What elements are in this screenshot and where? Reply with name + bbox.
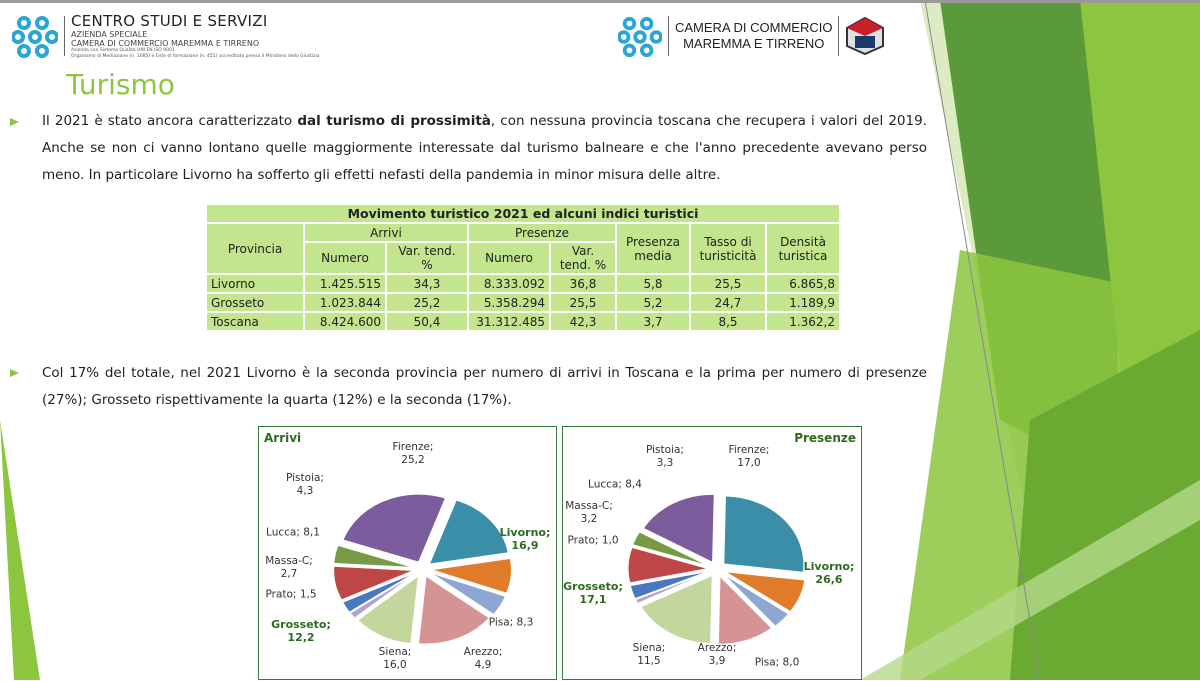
bold-text: dal turismo di prossimità [297, 113, 491, 129]
text: Il 2021 è stato ancora caratterizzato [42, 113, 298, 129]
data-label: Lucca; 8,4 [588, 478, 642, 491]
bullet-arrow-icon [10, 118, 19, 126]
col-header: Arrivi [304, 223, 468, 242]
table-cell: Livorno [206, 274, 304, 293]
text: , con nessuna provincia toscana che recupera i valori del 2019. Anche se non ci vanno lontano quelle maggiormente interessate dal turismo balneare e che l'anno precedente avevano perso meno. In particolare Livorno ha sofferto gli effetti nefasti della pandemia in minor misura delle altre. [42, 113, 927, 183]
table-cell: 34,3 [386, 274, 468, 293]
data-label: Firenze; 25,2 [392, 441, 434, 466]
data-label: Livorno; 16,9 [499, 526, 551, 552]
table-cell: 25,5 [550, 293, 616, 312]
chart-title: Presenze [794, 431, 856, 445]
col-header: Numero [468, 242, 550, 274]
table-row [206, 312, 840, 331]
table-row [206, 293, 840, 312]
bullet-arrow-icon [10, 369, 19, 377]
col-header: Tasso di turisticità [690, 223, 766, 274]
data-label: Massa-C; 3,2 [565, 500, 613, 525]
col-header: Numero [304, 242, 386, 274]
pie-slice-livorno [724, 496, 804, 572]
data-label: Massa-C; 2,7 [265, 555, 313, 580]
logo-line: Azienda con Sistema Qualità UNI EN ISO 9001 [71, 48, 175, 53]
arrivi-pie-chart [258, 426, 557, 680]
data-label: Pisa; 8,0 [754, 656, 800, 669]
col-header: Provincia [206, 223, 304, 274]
data-label: Grosseto; 12,2 [271, 618, 331, 644]
logo-line: MAREMMA E TIRRENO [683, 36, 825, 51]
centro-studi-logo [12, 12, 319, 60]
col-header: Var. tend. % [386, 242, 468, 274]
table-cell: 5.358.294 [468, 293, 550, 312]
data-label: Pistoia; 4,3 [286, 472, 324, 497]
table-cell: 25,2 [386, 293, 468, 312]
data-label: Prato; 1,0 [567, 534, 619, 547]
data-label: Livorno; 26,6 [803, 560, 855, 586]
table-cell: 31.312.485 [468, 312, 550, 331]
tourism-table [205, 203, 841, 332]
table-row [206, 274, 840, 293]
table-cell: 3,7 [616, 312, 690, 331]
logo-line: CAMERA DI COMMERCIO [675, 20, 833, 35]
logo-line: AZIENDA SPECIALE [71, 30, 148, 39]
table-cell: 36,8 [550, 274, 616, 293]
data-label: Pisa; 8,3 [488, 616, 534, 629]
table-cell: 1.189,9 [766, 293, 840, 312]
data-label: Prato; 1,5 [265, 588, 317, 601]
table-cell: 8.333.092 [468, 274, 550, 293]
logo-swirl-icon [12, 13, 58, 59]
top-border [0, 0, 1200, 3]
data-label: Siena; 16,0 [378, 646, 412, 671]
col-header: Presenza media [616, 223, 690, 274]
presenze-pie-chart [562, 426, 862, 680]
data-label: Lucca; 8,1 [266, 526, 320, 539]
data-label: Firenze; 17,0 [728, 444, 770, 469]
table-title: Movimento turistico 2021 ed alcuni indici turistici [206, 204, 840, 223]
table-cell: Toscana [206, 312, 304, 331]
table-cell: 8,5 [690, 312, 766, 331]
data-label: Pistoia; 3,3 [646, 444, 684, 469]
col-header: Densità turistica [766, 223, 840, 274]
col-header: Var. tend. % [550, 242, 616, 274]
table-cell: 42,3 [550, 312, 616, 331]
logo-swirl-icon [618, 14, 662, 58]
table-cell: 1.362,2 [766, 312, 840, 331]
table-cell: 1.023.844 [304, 293, 386, 312]
data-label: Grosseto; 17,1 [563, 580, 623, 606]
data-label: Arezzo; 4,9 [463, 646, 503, 671]
table-cell: 1.425.515 [304, 274, 386, 293]
table-cell: 24,7 [690, 293, 766, 312]
chart-title: Arrivi [264, 431, 302, 445]
col-header: Presenze [468, 223, 616, 242]
table-cell: 8.424.600 [304, 312, 386, 331]
table-cell: 25,5 [690, 274, 766, 293]
table-cell: 6.865,8 [766, 274, 840, 293]
table-cell: 50,4 [386, 312, 468, 331]
paragraph-2: Col 17% del totale, nel 2021 Livorno è la seconda provincia per numero di arrivi in Toscana e la prima per numero di presenze (27%); Grosseto rispettivamente la quarta (12%) e la seconda (17%). [42, 365, 927, 408]
pie-slice-livorno [429, 500, 508, 564]
data-label: Siena; 11,5 [632, 642, 666, 667]
building-emblem-icon [845, 16, 885, 56]
logo-line: CAMERA DI COMMERCIO MAREMMA E TIRRENO [71, 39, 260, 48]
table-cell: Grosseto [206, 293, 304, 312]
camera-commercio-logo [618, 14, 885, 58]
page-title: Turismo [66, 68, 175, 101]
table-cell: 5,8 [616, 274, 690, 293]
logo-title: CENTRO STUDI E SERVIZI [71, 12, 268, 30]
table-cell: 5,2 [616, 293, 690, 312]
data-label: Arezzo; 3,9 [697, 642, 737, 667]
logo-line: Organismo di Mediazione (n. 1085) e Ente di formazione (n. 455) accreditato presso il Ministero della Giustizia [71, 54, 320, 59]
paragraph-1 [42, 108, 927, 189]
